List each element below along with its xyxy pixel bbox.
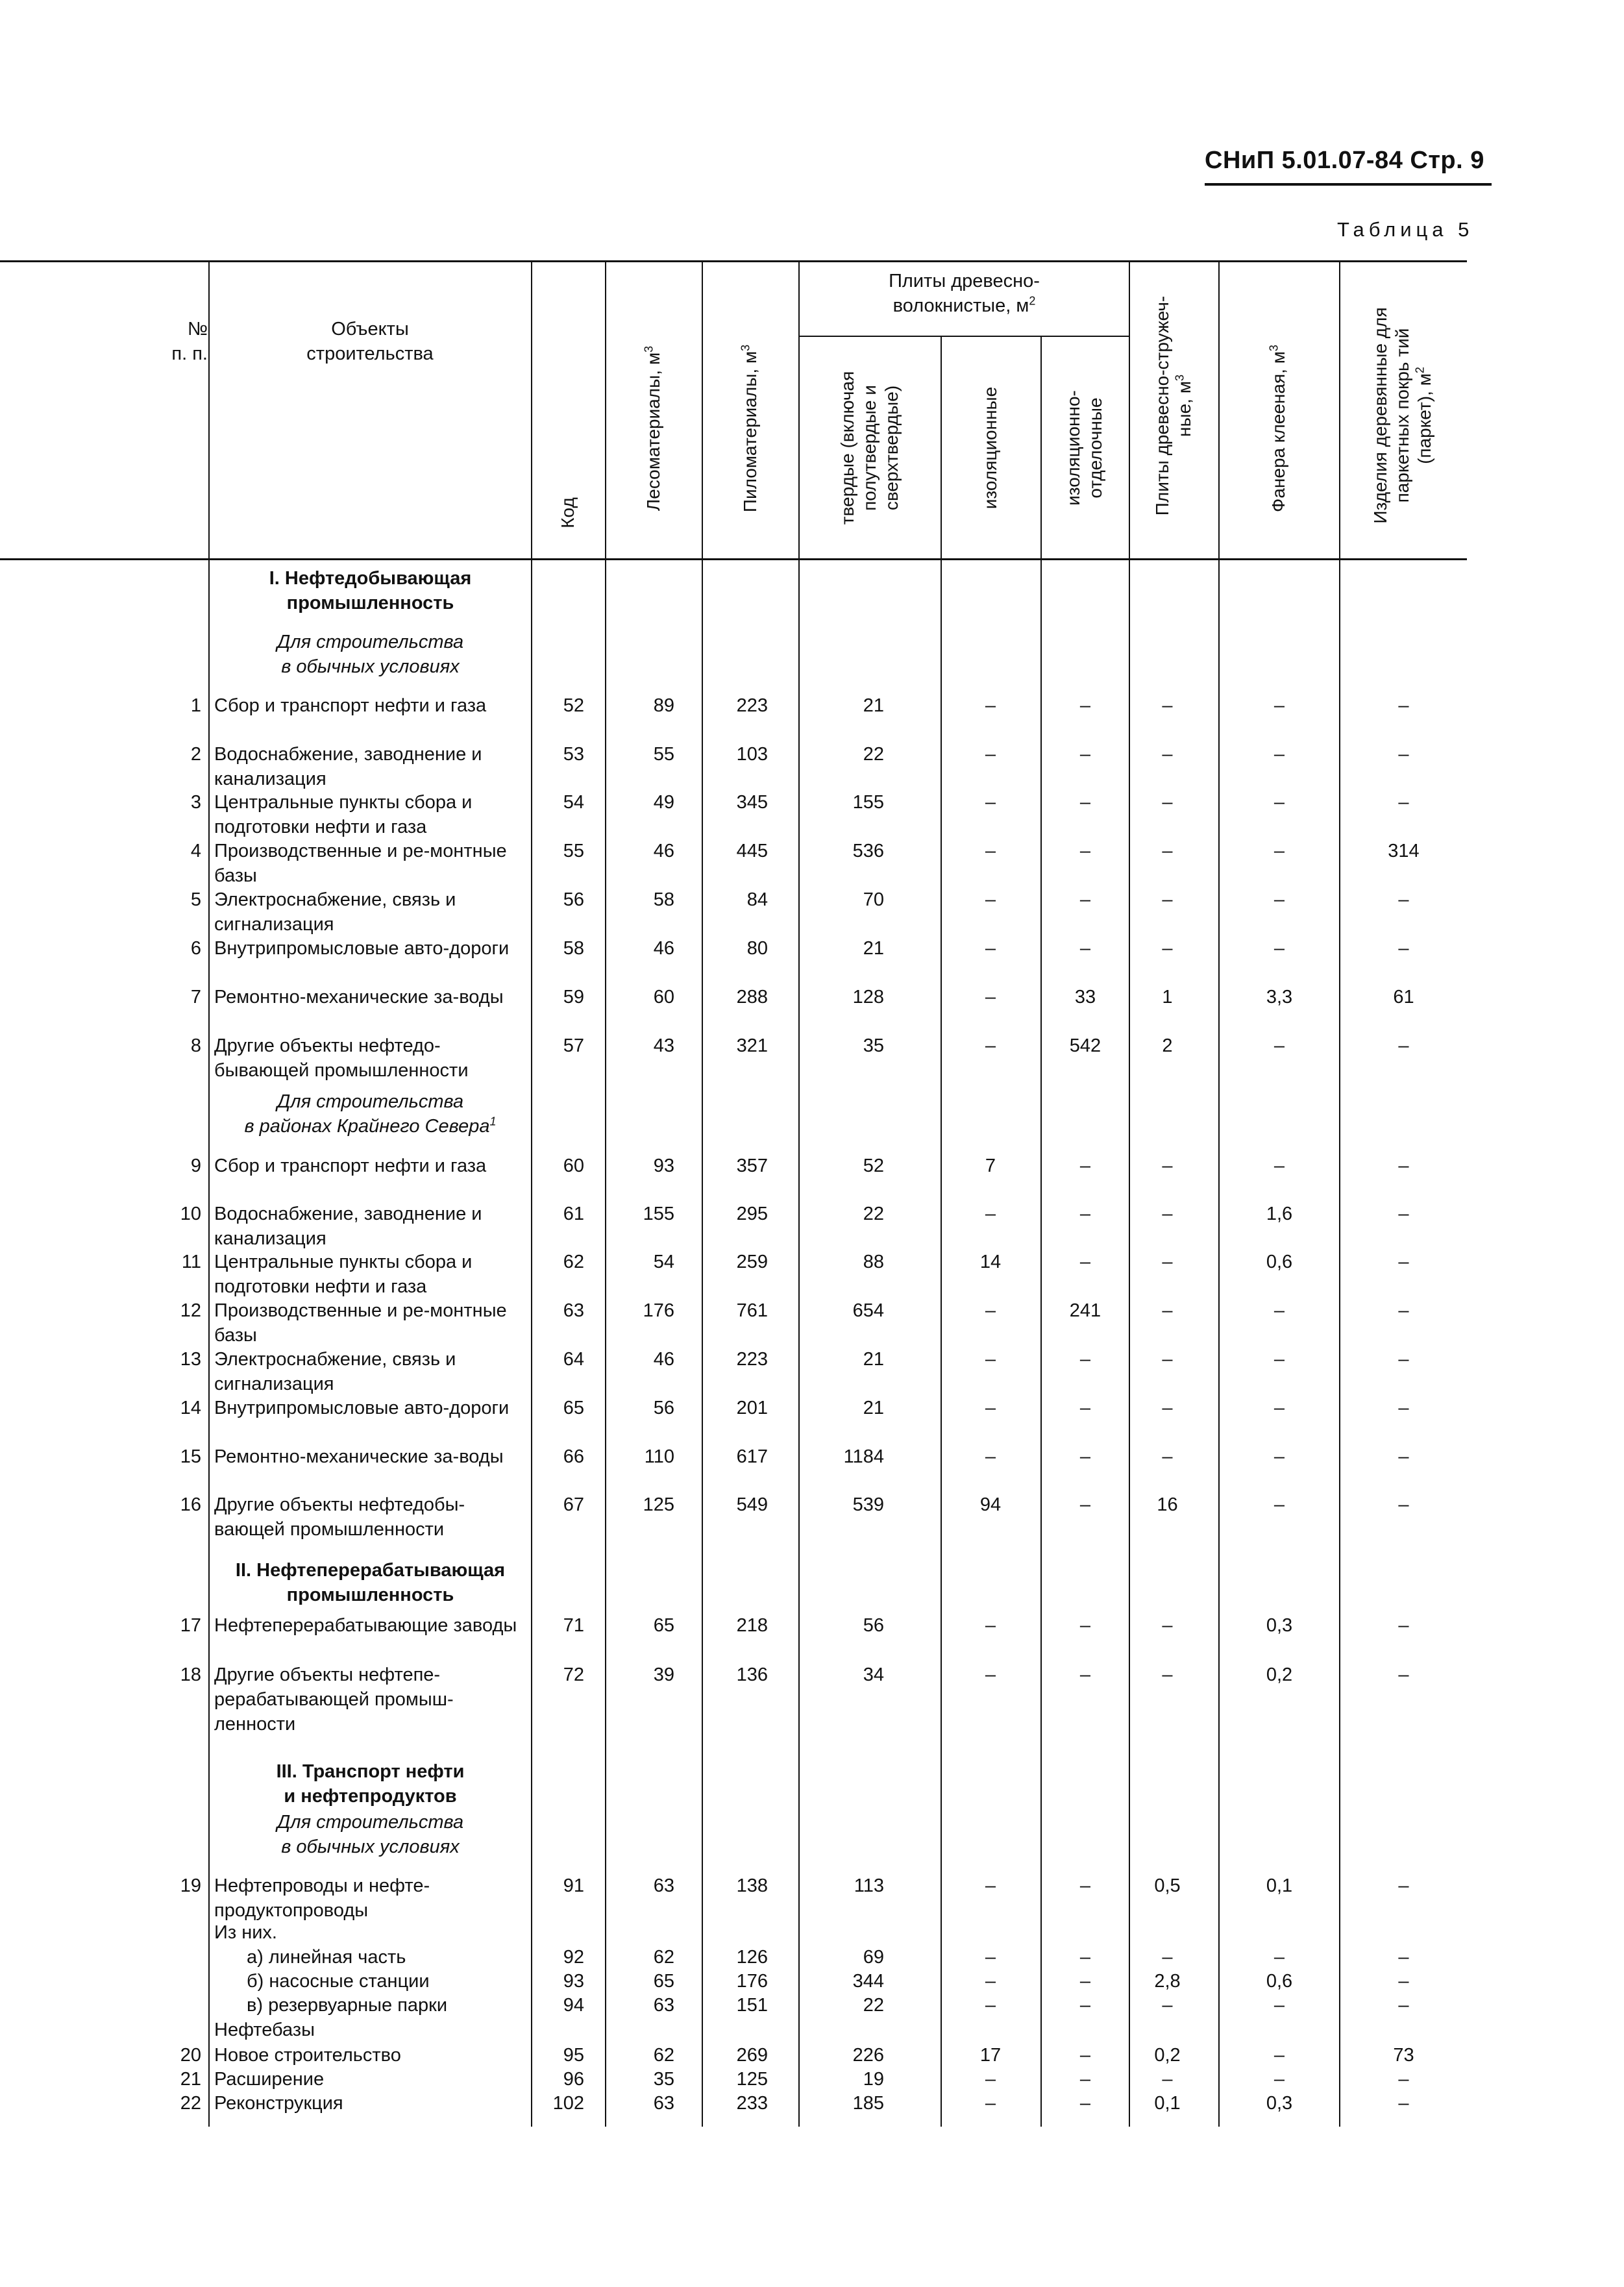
cell-code: 65 [563,1398,584,1418]
cell-chipboard: 0,1 [1154,2093,1181,2114]
cell-lumber: 233 [736,2093,768,2114]
cell-finishing: – [1079,792,1091,813]
cell-code: 72 [563,1664,584,1685]
sub-label: Из них. [214,1922,277,1943]
cell-parquet: – [1398,1875,1409,1896]
cell-timber: 155 [643,1204,674,1224]
cell-chipboard: 1 [1162,987,1173,1008]
cell-insulating: – [985,1300,996,1321]
cell-hard: 70 [863,889,884,910]
cell-insulating: – [985,938,996,959]
cell-lumber: 125 [736,2069,768,2090]
section-heading: II. Нефтеперерабатывающая промышленность [235,1560,506,1605]
cell-timber: 176 [643,1300,674,1321]
table-caption: Таблица 5 [1337,218,1474,241]
cell-lumber: 176 [736,1971,768,1992]
cell-code: 66 [563,1446,584,1467]
cell-hard: 21 [863,938,884,959]
cell-parquet: – [1398,1971,1409,1992]
row-object: Другие объекты нефтедобы-вающей промышленности [214,1494,465,1540]
cell-lumber: 126 [736,1947,768,1968]
row-number: 12 [180,1300,201,1321]
cell-timber: 46 [653,938,674,959]
row-number: 17 [180,1615,201,1636]
cell-chipboard: – [1162,889,1173,910]
row-object: Производственные и ре-монтные базы [214,1300,507,1346]
cell-code: 102 [552,2093,584,2114]
cell-insulating: – [985,1204,996,1224]
cell-timber: 63 [653,2093,674,2114]
row-object: Водоснабжение, заводнение и канализация [214,1204,482,1249]
cell-finishing: – [1079,2069,1091,2090]
cell-finishing: – [1079,1349,1091,1370]
cell-chipboard: – [1162,2069,1173,2090]
cell-parquet: – [1398,1349,1409,1370]
cell-hard: 52 [863,1156,884,1176]
cell-chipboard: 2,8 [1154,1971,1181,1992]
cell-chipboard: – [1162,792,1173,813]
row-object: Нефтепроводы и нефте-продуктопроводы [214,1875,430,1921]
cell-code: 64 [563,1349,584,1370]
page-header: СНиП 5.01.07-84 Стр. 9 [1205,147,1484,174]
cell-insulating: – [985,1398,996,1418]
cell-parquet: – [1398,695,1409,716]
cell-parquet: 314 [1388,841,1420,861]
cell-chipboard: 0,2 [1154,2045,1181,2066]
cell-code: 92 [563,1947,584,1968]
cell-code: 54 [563,792,584,813]
cell-finishing: – [1079,695,1091,716]
cell-code: 61 [563,1204,584,1224]
header-rule [1205,183,1492,186]
cell-plywood: – [1273,1398,1285,1418]
cell-parquet: 73 [1393,2045,1414,2066]
cell-code: 59 [563,987,584,1008]
cell-code: 60 [563,1156,584,1176]
cell-finishing: – [1079,1156,1091,1176]
cell-finishing: – [1079,1398,1091,1418]
cell-code: 67 [563,1494,584,1515]
cell-plywood: – [1273,792,1285,813]
cell-code: 94 [563,1995,584,2016]
cell-timber: 55 [653,744,674,765]
cell-timber: 110 [644,1446,674,1467]
cell-chipboard: 16 [1157,1494,1178,1515]
row-number: 3 [190,792,201,813]
cell-hard: 21 [863,695,884,716]
cell-plywood: 0,6 [1266,1971,1293,1992]
row-object: Водоснабжение, заводнение и канализация [214,744,482,789]
cell-plywood: 0,6 [1266,1252,1293,1272]
cell-lumber: 80 [746,938,768,959]
cell-plywood: – [1273,1446,1285,1467]
cell-hard: 155 [852,792,884,813]
row-number: 19 [180,1875,201,1896]
row-number: 13 [180,1349,201,1370]
cell-plywood: – [1273,889,1285,910]
cell-chipboard: – [1162,1947,1173,1968]
cell-plywood: – [1273,2045,1285,2066]
cell-hard: 34 [863,1664,884,1685]
cell-hard: 19 [863,2069,884,2090]
cell-finishing: – [1079,1446,1091,1467]
cell-hard: 536 [852,841,884,861]
cell-insulating: – [985,1615,996,1636]
cell-parquet: – [1398,1156,1409,1176]
cell-parquet: – [1398,1494,1409,1515]
row-object: Другие объекты нефтепе-рерабатывающей промыш-ленности [214,1664,454,1735]
cell-hard: 113 [854,1875,884,1896]
row-number: 2 [190,744,201,765]
cell-code: 96 [563,2069,584,2090]
cell-parquet: 61 [1393,987,1414,1008]
cell-lumber: 321 [736,1035,768,1056]
row-object: Электроснабжение, связь и сигнализация [214,889,456,935]
cell-insulating: – [985,1349,996,1370]
cell-code: 95 [563,2045,584,2066]
cell-insulating: – [985,1446,996,1467]
cell-parquet: – [1398,1252,1409,1272]
cell-lumber: 345 [736,792,768,813]
cell-lumber: 549 [736,1494,768,1515]
cell-finishing: – [1079,2093,1091,2114]
cell-timber: 63 [653,1875,674,1896]
row-number: 8 [190,1035,201,1056]
cell-hard: 22 [863,1204,884,1224]
cell-timber: 62 [653,2045,674,2066]
cell-finishing: – [1079,889,1091,910]
cell-insulating: – [985,1971,996,1992]
cell-chipboard: – [1162,841,1173,861]
cell-timber: 35 [653,2069,674,2090]
cell-chipboard: – [1162,1252,1173,1272]
cell-hard: 128 [852,987,884,1008]
cell-finishing: – [1079,1204,1091,1224]
cell-code: 58 [563,938,584,959]
cell-parquet: – [1398,938,1409,959]
cell-insulating: 14 [979,1252,1002,1272]
cell-lumber: 288 [736,987,768,1008]
cell-chipboard: – [1162,1664,1173,1685]
cell-chipboard: – [1162,1615,1173,1636]
cell-parquet: – [1398,1664,1409,1685]
cell-chipboard: – [1162,1398,1173,1418]
subsection-heading: Для строительства в обычных условиях [277,632,464,677]
cell-hard: 88 [863,1252,884,1272]
cell-plywood: – [1273,1156,1285,1176]
cell-finishing: – [1079,1615,1091,1636]
cell-code: 53 [563,744,584,765]
row-object: Ремонтно-механические за-воды [214,1446,504,1467]
cell-lumber: 617 [736,1446,768,1467]
cell-insulating: – [985,889,996,910]
row-number: 20 [180,2045,201,2066]
subsection-heading: Для строительства в районах Крайнего Севера$^1$ [244,1091,497,1137]
row-object: Расширение [214,2069,325,2090]
cell-insulating: – [985,792,996,813]
cell-finishing: – [1079,938,1091,959]
cell-insulating: – [985,1035,996,1056]
cell-plywood: – [1273,1947,1285,1968]
cell-insulating: – [985,1664,996,1685]
row-object: а) линейная часть [247,1947,406,1968]
cell-hard: 226 [852,2045,884,2066]
cell-lumber: 761 [736,1300,768,1321]
cell-chipboard: – [1162,744,1173,765]
row-object: Сбор и транспорт нефти и газа [214,695,487,716]
cell-plywood: 0,2 [1266,1664,1293,1685]
cell-lumber: 259 [736,1252,768,1272]
cell-lumber: 138 [736,1875,768,1896]
cell-chipboard: – [1162,1995,1173,2016]
cell-chipboard: 0,5 [1154,1875,1181,1896]
row-number: 7 [190,987,201,1008]
row-object: Реконструкция [214,2093,343,2114]
cell-timber: 60 [653,987,674,1008]
row-object: б) насосные станции [247,1971,430,1992]
cell-timber: 65 [653,1971,674,1992]
cell-lumber: 218 [736,1615,768,1636]
cell-hard: 69 [863,1947,884,1968]
cell-plywood: 0,3 [1266,2093,1293,2114]
cell-insulating: – [985,1995,996,2016]
cell-finishing: – [1079,1995,1091,2016]
cell-insulating: – [985,841,996,861]
section-heading: III. Транспорт нефти и нефтепродуктов [276,1761,465,1807]
cell-insulating: – [985,2069,996,2090]
cell-timber: 56 [653,1398,674,1418]
cell-plywood: – [1273,841,1285,861]
cell-code: 56 [563,889,584,910]
cell-insulating: 7 [985,1156,996,1176]
row-number: 14 [180,1398,201,1418]
cell-finishing: – [1079,1971,1091,1992]
cell-finishing: – [1079,1252,1091,1272]
cell-parquet: – [1398,1035,1409,1056]
cell-timber: 39 [653,1664,674,1685]
cell-parquet: – [1398,1446,1409,1467]
cell-timber: 46 [653,1349,674,1370]
cell-code: 91 [563,1875,584,1896]
cell-insulating: – [985,1875,996,1896]
cell-parquet: – [1398,1995,1409,2016]
cell-chipboard: – [1162,695,1173,716]
cell-hard: 35 [863,1035,884,1056]
cell-timber: 63 [653,1995,674,2016]
row-object: Новое строительство [214,2045,401,2066]
cell-hard: 654 [852,1300,884,1321]
cell-finishing: – [1079,841,1091,861]
cell-plywood: 0,3 [1266,1615,1293,1636]
cell-finishing: – [1079,1947,1091,1968]
cell-insulating: – [985,1947,996,1968]
cell-hard: 22 [863,1995,884,2016]
row-object: Нефтеперерабатывающие заводы [214,1615,517,1636]
cell-lumber: 223 [736,695,768,716]
cell-plywood: 0,1 [1266,1875,1293,1896]
cell-chipboard: – [1162,1204,1173,1224]
cell-timber: 43 [653,1035,674,1056]
cell-code: 93 [563,1971,584,1992]
row-number: 15 [180,1446,201,1467]
cell-timber: 125 [643,1494,674,1515]
cell-plywood: – [1273,1349,1285,1370]
header-object: Объекты строительства [306,319,434,364]
cell-parquet: – [1398,2093,1409,2114]
cell-insulating: 17 [979,2045,1002,2066]
cell-timber: 65 [653,1615,674,1636]
cell-chipboard: – [1162,1156,1173,1176]
cell-chipboard: – [1162,1349,1173,1370]
row-object: Внутрипромысловые авто-дороги [214,938,510,959]
row-number: 18 [180,1664,201,1685]
header-no: № п. п. [171,319,208,364]
cell-insulating: – [985,744,996,765]
row-object: Внутрипромысловые авто-дороги [214,1398,510,1418]
row-object: Центральные пункты сбора и подготовки нефти и газа [214,792,473,837]
cell-finishing: 542 [1069,1035,1101,1056]
row-number: 9 [190,1156,201,1176]
row-number: 21 [180,2069,201,2090]
row-number: 4 [190,841,201,861]
cell-finishing: – [1079,2045,1091,2066]
row-number: 6 [190,938,201,959]
cell-hard: 1184 [843,1446,884,1467]
cell-hard: 56 [863,1615,884,1636]
cell-plywood: – [1273,938,1285,959]
cell-plywood: – [1273,1995,1285,2016]
cell-chipboard: 2 [1162,1035,1173,1056]
cell-lumber: 445 [736,841,768,861]
cell-chipboard: – [1162,938,1173,959]
cell-timber: 49 [653,792,674,813]
cell-plywood: 3,3 [1266,987,1293,1008]
group-label: Нефтебазы [214,2020,315,2040]
cell-lumber: 269 [736,2045,768,2066]
cell-lumber: 151 [736,1995,768,2016]
row-number: 16 [180,1494,201,1515]
cell-hard: 21 [863,1398,884,1418]
cell-parquet: – [1398,2069,1409,2090]
row-number: 11 [181,1252,201,1272]
cell-insulating: 94 [979,1494,1002,1515]
cell-code: 71 [563,1615,584,1636]
cell-finishing: – [1079,744,1091,765]
cell-parquet: – [1398,889,1409,910]
cell-plywood: – [1273,1300,1285,1321]
cell-hard: 21 [863,1349,884,1370]
subsection-heading: Для строительства в обычных условиях [277,1812,464,1857]
cell-timber: 62 [653,1947,674,1968]
cell-insulating: – [985,987,996,1008]
cell-finishing: – [1079,1875,1091,1896]
cell-plywood: – [1273,2069,1285,2090]
cell-parquet: – [1398,1615,1409,1636]
cell-code: 62 [563,1252,584,1272]
cell-plywood: – [1273,1035,1285,1056]
row-object: Центральные пункты сбора и подготовки нефти и газа [214,1252,473,1297]
section-heading: I. Нефтедобывающая промышленность [269,568,472,613]
row-object: в) резервуарные парки [247,1995,448,2016]
cell-parquet: – [1398,1947,1409,1968]
cell-finishing: – [1079,1664,1091,1685]
cell-plywood: – [1273,695,1285,716]
row-number: 5 [190,889,201,910]
cell-parquet: – [1398,1300,1409,1321]
cell-insulating: – [985,695,996,716]
cell-chipboard: – [1162,1446,1173,1467]
cell-hard: 22 [863,744,884,765]
cell-code: 63 [563,1300,584,1321]
cell-lumber: 84 [746,889,768,910]
row-object: Электроснабжение, связь и сигнализация [214,1349,456,1394]
cell-lumber: 136 [736,1664,768,1685]
row-object: Ремонтно-механические за-воды [214,987,504,1008]
cell-code: 57 [563,1035,584,1056]
row-object: Другие объекты нефтедо-бывающей промышленности [214,1035,469,1081]
cell-hard: 185 [852,2093,884,2114]
cell-finishing: 241 [1069,1300,1101,1321]
row-number: 10 [180,1204,201,1224]
row-object: Производственные и ре-монтные базы [214,841,507,886]
cell-finishing: 33 [1074,987,1096,1008]
cell-plywood: – [1273,744,1285,765]
cell-finishing: – [1079,1494,1091,1515]
cell-code: 52 [563,695,584,716]
header-fiberboard-group: Плиты древесно- волокнистые, $м^2$ [889,271,1040,316]
cell-plywood: 1,6 [1266,1204,1293,1224]
row-number: 1 [190,695,201,716]
row-number: 22 [180,2093,201,2114]
cell-insulating: – [985,2093,996,2114]
cell-lumber: 223 [736,1349,768,1370]
cell-parquet: – [1398,744,1409,765]
cell-lumber: 295 [736,1204,768,1224]
cell-hard: 539 [852,1494,884,1515]
cell-chipboard: – [1162,1300,1173,1321]
cell-lumber: 201 [736,1398,768,1418]
cell-timber: 93 [653,1156,674,1176]
cell-parquet: – [1398,1398,1409,1418]
cell-timber: 54 [653,1252,674,1272]
cell-parquet: – [1398,1204,1409,1224]
cell-lumber: 103 [736,744,768,765]
cell-timber: 58 [653,889,674,910]
row-object: Сбор и транспорт нефти и газа [214,1156,487,1176]
cell-lumber: 357 [736,1156,768,1176]
cell-hard: 344 [852,1971,884,1992]
cell-code: 55 [563,841,584,861]
cell-parquet: – [1398,792,1409,813]
cell-timber: 46 [653,841,674,861]
cell-timber: 89 [653,695,674,716]
cell-plywood: – [1273,1494,1285,1515]
